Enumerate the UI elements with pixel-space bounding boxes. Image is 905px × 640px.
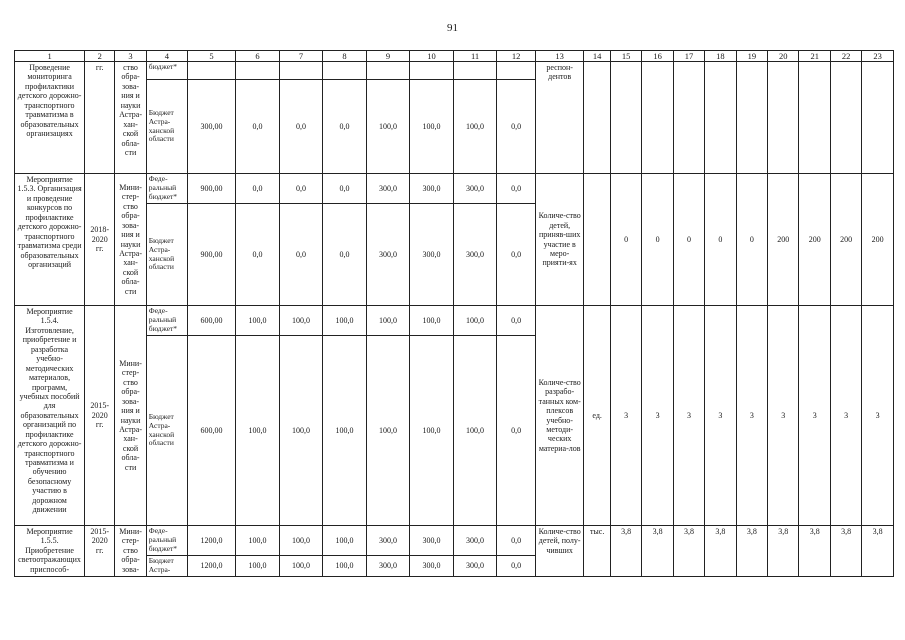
column-number: 11 bbox=[453, 51, 497, 62]
amount-year: 100,0 bbox=[236, 336, 280, 526]
activity-period: гг. bbox=[85, 62, 115, 174]
budget-source: Бюджет Астра-ханской области bbox=[146, 336, 187, 526]
indicator-value: 3 bbox=[642, 306, 673, 526]
activity-name: Проведение мониторинга профилактики детского дорожно-транспортного травматизма в образовательных организациях bbox=[15, 62, 85, 174]
indicator-value: 0 bbox=[642, 174, 673, 306]
indicator-value: 3 bbox=[830, 306, 861, 526]
indicator-value: 3 bbox=[736, 306, 767, 526]
amount-year: 300,0 bbox=[453, 526, 497, 556]
amount-year: 300,0 bbox=[453, 556, 497, 577]
indicator-value: 200 bbox=[799, 174, 830, 306]
amount-year: 100,0 bbox=[279, 556, 323, 577]
budget-source: Феде-ральный бюджет* bbox=[146, 306, 187, 336]
indicator-name: Количе-ство детей, полу-чивших bbox=[536, 526, 584, 577]
indicator-value: 3 bbox=[768, 306, 799, 526]
amount-year: 100,0 bbox=[323, 306, 367, 336]
amount-year: 100,0 bbox=[453, 80, 497, 174]
amount-year: 0,0 bbox=[236, 204, 280, 306]
indicator-value: 3 bbox=[862, 306, 894, 526]
budget-source: Бюджет Астра-ханской области bbox=[146, 80, 187, 174]
amount-total: 900,00 bbox=[187, 174, 235, 204]
amount-year: 100,0 bbox=[453, 306, 497, 336]
activity-name: Мероприятие 1.5.4. Изготовление, приобретение и разработка учебно-методических материалов, программ, учебных пособий для образовательных организаций по профилактике детского дорожно-транспортного травматизма и обучению безопасному участию в дорожном движении bbox=[15, 306, 85, 526]
column-number: 21 bbox=[799, 51, 830, 62]
amount-total: 600,00 bbox=[187, 306, 235, 336]
amount-total: 900,00 bbox=[187, 204, 235, 306]
amount-year: 100,0 bbox=[236, 526, 280, 556]
column-number: 3 bbox=[115, 51, 146, 62]
column-number: 7 bbox=[279, 51, 323, 62]
amount-total: 300,00 bbox=[187, 80, 235, 174]
indicator-value: 3,8 bbox=[862, 526, 894, 577]
amount-year: 300,0 bbox=[410, 204, 454, 306]
amount-year: 300,0 bbox=[453, 204, 497, 306]
table-row bbox=[15, 526, 894, 556]
amount-year: 300,0 bbox=[410, 174, 454, 204]
amount-year: 0,0 bbox=[497, 174, 536, 204]
amount-year: 100,0 bbox=[410, 80, 454, 174]
budget-source: бюджет* bbox=[146, 62, 187, 80]
amount-year: 300,0 bbox=[366, 526, 410, 556]
indicator-value: 3 bbox=[673, 306, 704, 526]
indicator-value: 3,8 bbox=[705, 526, 736, 577]
column-number: 6 bbox=[236, 51, 280, 62]
activity-executor: Мини-стер-ство обра-зова- bbox=[115, 526, 146, 577]
activity-executor: Мини-стер-ство обра-зова-ния и науки Астра-хан-ской обла-сти bbox=[115, 174, 146, 306]
indicator-value: 0 bbox=[610, 174, 641, 306]
amount-year: 0,0 bbox=[279, 174, 323, 204]
indicator-value: 200 bbox=[830, 174, 861, 306]
column-number: 16 bbox=[642, 51, 673, 62]
indicator-value: 3,8 bbox=[830, 526, 861, 577]
amount-year: 0,0 bbox=[323, 174, 367, 204]
indicator-value: 0 bbox=[736, 174, 767, 306]
amount-year: 100,0 bbox=[236, 306, 280, 336]
column-number: 4 bbox=[146, 51, 187, 62]
column-number: 18 bbox=[705, 51, 736, 62]
budget-source: Феде-ральный бюджет* bbox=[146, 526, 187, 556]
amount-total: 1200,0 bbox=[187, 526, 235, 556]
amount-year: 0,0 bbox=[497, 526, 536, 556]
indicator-value: 3,8 bbox=[673, 526, 704, 577]
column-number: 22 bbox=[830, 51, 861, 62]
column-number: 15 bbox=[610, 51, 641, 62]
column-number: 19 bbox=[736, 51, 767, 62]
indicator-value: 3,8 bbox=[610, 526, 641, 577]
amount-year: 100,0 bbox=[323, 336, 367, 526]
column-number: 13 bbox=[536, 51, 584, 62]
column-number: 23 bbox=[862, 51, 894, 62]
table-row bbox=[15, 62, 894, 80]
indicator-value: 0 bbox=[705, 174, 736, 306]
amount-year: 100,0 bbox=[366, 80, 410, 174]
indicator-value: 3 bbox=[610, 306, 641, 526]
column-numbers-row bbox=[15, 51, 894, 62]
indicator-name: Количе-ство детей, приняв-ших участие в меро-прияти-ях bbox=[536, 174, 584, 306]
activity-name: Мероприятие 1.5.3. Организация и проведение конкурсов по профилактике детского дорожно-транспортного травматизма среди образовательных организаций bbox=[15, 174, 85, 306]
activity-name: Мероприятие 1.5.5. Приобретение светоотражающих приспособ- bbox=[15, 526, 85, 577]
amount-year: 100,0 bbox=[323, 526, 367, 556]
indicator-unit bbox=[584, 174, 611, 306]
activity-executor: Мини-стер-ство обра-зова-ния и науки Астра-хан-ской обла-сти bbox=[115, 306, 146, 526]
column-number: 14 bbox=[584, 51, 611, 62]
amount-year: 0,0 bbox=[497, 306, 536, 336]
amount-year: 0,0 bbox=[279, 80, 323, 174]
column-number: 17 bbox=[673, 51, 704, 62]
amount-year: 100,0 bbox=[323, 556, 367, 577]
amount-year: 100,0 bbox=[279, 336, 323, 526]
amount-year: 0,0 bbox=[497, 556, 536, 577]
amount-total: 1200,0 bbox=[187, 556, 235, 577]
column-number: 1 bbox=[15, 51, 85, 62]
column-number: 9 bbox=[366, 51, 410, 62]
amount-year: 100,0 bbox=[236, 556, 280, 577]
indicator-value: 3,8 bbox=[736, 526, 767, 577]
column-number: 10 bbox=[410, 51, 454, 62]
indicator-value: 0 bbox=[673, 174, 704, 306]
indicator-name: респон-дентов bbox=[536, 62, 584, 174]
activity-period: 2015-2020 гг. bbox=[85, 306, 115, 526]
amount-year: 0,0 bbox=[236, 174, 280, 204]
activity-period: 2015-2020 гг. bbox=[85, 526, 115, 577]
amount-year: 0,0 bbox=[236, 80, 280, 174]
table-row bbox=[15, 306, 894, 336]
indicator-value: 3 bbox=[799, 306, 830, 526]
amount-year: 300,0 bbox=[410, 556, 454, 577]
indicator-value: 200 bbox=[768, 174, 799, 306]
indicator-value: 3 bbox=[705, 306, 736, 526]
amount-year: 0,0 bbox=[279, 204, 323, 306]
column-number: 8 bbox=[323, 51, 367, 62]
amount-year: 100,0 bbox=[453, 336, 497, 526]
budget-source: Бюджет Астра- bbox=[146, 556, 187, 577]
column-number: 5 bbox=[187, 51, 235, 62]
amount-year: 300,0 bbox=[453, 174, 497, 204]
budget-source: Бюджет Астра-ханской области bbox=[146, 204, 187, 306]
indicator-value: 3,8 bbox=[768, 526, 799, 577]
amount-year: 300,0 bbox=[366, 204, 410, 306]
indicator-value: 200 bbox=[862, 174, 894, 306]
amount-year: 100,0 bbox=[279, 306, 323, 336]
amount-year: 300,0 bbox=[366, 174, 410, 204]
amount-year: 0,0 bbox=[323, 80, 367, 174]
amount-year: 300,0 bbox=[410, 526, 454, 556]
amount-year: 100,0 bbox=[279, 526, 323, 556]
amount-year: 300,0 bbox=[366, 556, 410, 577]
amount-year: 100,0 bbox=[410, 306, 454, 336]
indicator-unit: ед. bbox=[584, 306, 611, 526]
program-table bbox=[14, 50, 894, 577]
amount-year: 100,0 bbox=[410, 336, 454, 526]
page-number: 91 bbox=[447, 22, 458, 34]
column-number: 20 bbox=[768, 51, 799, 62]
indicator-value: 3,8 bbox=[799, 526, 830, 577]
activity-period: 2018-2020 гг. bbox=[85, 174, 115, 306]
column-number: 2 bbox=[85, 51, 115, 62]
indicator-name: Количе-ство разрабо-танных ком-плексов учебно-методи-ческих материа-лов bbox=[536, 306, 584, 526]
amount-year: 0,0 bbox=[323, 204, 367, 306]
indicator-unit: тыс. bbox=[584, 526, 611, 577]
amount-year: 0,0 bbox=[497, 336, 536, 526]
column-number: 12 bbox=[497, 51, 536, 62]
activity-executor: ство обра-зова-ния и науки Астра-хан-ской обла-сти bbox=[115, 62, 146, 174]
amount-total: 600,00 bbox=[187, 336, 235, 526]
amount-year: 0,0 bbox=[497, 204, 536, 306]
table-row bbox=[15, 174, 894, 204]
amount-year: 100,0 bbox=[366, 336, 410, 526]
budget-source: Феде-ральный бюджет* bbox=[146, 174, 187, 204]
indicator-value: 3,8 bbox=[642, 526, 673, 577]
amount-year: 100,0 bbox=[366, 306, 410, 336]
amount-year: 0,0 bbox=[497, 80, 536, 174]
